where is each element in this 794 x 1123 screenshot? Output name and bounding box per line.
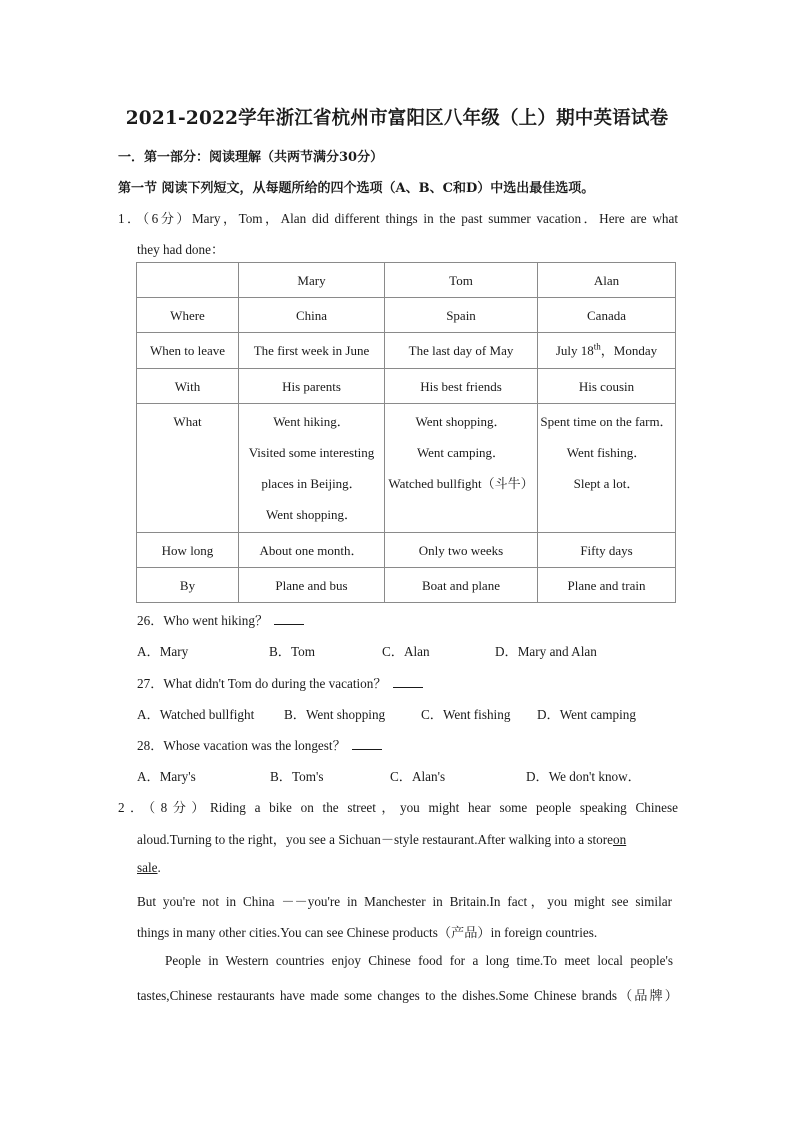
passage-line: tastes,Chinese restaurants have made some changes to the dishes.Some Chinese brands（品牌） (137, 988, 678, 1003)
table-cell: By (137, 568, 239, 603)
date-weekday: ，Monday (600, 343, 658, 358)
cell-line: Went hiking． (273, 414, 350, 429)
table-row (137, 568, 676, 603)
cell-line: Went shopping． (415, 414, 507, 429)
option-d[interactable]: D．We don't know． (526, 769, 641, 784)
cell-line: Went fishing． (566, 445, 647, 460)
option-a[interactable]: A．Mary (137, 644, 189, 659)
date-superscript: th (593, 341, 601, 352)
option-c[interactable]: C．Alan (382, 644, 430, 659)
option-b[interactable]: B．Tom's (270, 769, 324, 784)
table-header-row (137, 263, 676, 298)
passage-text: . (157, 860, 161, 875)
answer-blank[interactable] (393, 677, 423, 688)
table-cell (538, 333, 676, 369)
table-cell: Canada (538, 298, 676, 333)
table-row (137, 298, 676, 333)
table-cell: Where (137, 298, 239, 333)
table-cell: Plane and bus (239, 568, 385, 603)
table-cell (239, 404, 385, 533)
table-cell: Boat and plane (385, 568, 538, 603)
question-text: 28．Whose vacation was the longest？ (137, 738, 346, 753)
cell-line: Slept a lot． (573, 476, 640, 491)
underlined-word: sale (137, 860, 158, 875)
answer-blank[interactable] (274, 614, 304, 625)
option-c[interactable]: C．Went fishing (421, 707, 511, 722)
option-a[interactable]: A．Watched bullfight (137, 707, 255, 722)
question-1-intro-line-2: they had done： (137, 242, 225, 257)
option-a[interactable]: A．Mary's (137, 769, 196, 784)
table-row (137, 533, 676, 568)
question-stem (137, 735, 697, 754)
date-text: July 18 (555, 343, 594, 358)
option-d[interactable]: D．Mary and Alan (495, 644, 597, 659)
table-row (137, 369, 676, 404)
cell-line: places in Beijing． (261, 476, 362, 491)
passage-line (137, 860, 697, 876)
table-cell: Mary (239, 263, 385, 298)
table-cell: The first week in June (239, 333, 385, 369)
table-cell: What (137, 404, 239, 533)
table-cell: Alan (538, 263, 676, 298)
cell-line: Visited some interesting (248, 445, 375, 460)
table-cell: When to leave (137, 333, 239, 369)
table-cell: China (239, 298, 385, 333)
underlined-word: on (613, 832, 627, 847)
passage-text: aloud.Turning to the right，you see a Sichuan－style restaurant.After walking into a store (137, 832, 613, 847)
table-cell: His cousin (538, 369, 676, 404)
table-row (137, 333, 676, 369)
table-cell: Only two weeks (385, 533, 538, 568)
answer-blank[interactable] (352, 739, 382, 750)
passage-line (137, 829, 678, 848)
table-row (137, 404, 676, 533)
option-b[interactable]: B．Went shopping (284, 707, 386, 722)
table-cell: Fifty days (538, 533, 676, 568)
section-heading: 第一节 阅读下列短文，从每题所给的四个选项（A、B、C和D）中选出最佳选项。 (118, 181, 595, 196)
option-b[interactable]: B．Tom (269, 644, 315, 659)
table-cell (385, 404, 538, 533)
page-title: 2021-2022学年浙江省杭州市富阳区八年级（上）期中英语试卷 (125, 108, 669, 129)
table-cell: The last day of May (385, 333, 538, 369)
question-stem (137, 610, 697, 629)
table-cell: Spain (385, 298, 538, 333)
question-stem (137, 673, 697, 692)
table-cell: Plane and train (538, 568, 676, 603)
table-cell (137, 263, 239, 298)
passage-line: People in Western countries enjoy Chinese food for a long time.To meet local people's (165, 953, 673, 968)
table-cell: About one month． (239, 533, 385, 568)
question-1-intro-line-1: 1．（6分）Mary，Tom，Alan did different things in the past summer vacation．Here are what (118, 211, 678, 226)
table-cell: His best friends (385, 369, 538, 404)
cell-line: Went camping． (416, 445, 506, 460)
passage-line: But you're not in China －－you're in Manchester in Britain.In fact，you might see similar (137, 894, 672, 909)
table-cell: Tom (385, 263, 538, 298)
table-cell (538, 404, 676, 533)
option-c[interactable]: C．Alan's (390, 769, 446, 784)
vacation-table (136, 262, 676, 603)
passage-line: 2．（8分）Riding a bike on the street，you might hear some people speaking Chinese (118, 800, 678, 815)
question-text: 27．What didn't Tom do during the vacation？ (137, 676, 387, 691)
table-cell: With (137, 369, 239, 404)
cell-line: Watched bullfight（斗牛） (388, 476, 534, 491)
cell-line: Went shopping． (265, 507, 358, 522)
part-heading: 一．第一部分：阅读理解（共两节满分30分） (118, 150, 384, 165)
table-cell: How long (137, 533, 239, 568)
passage-line: things in many other cities.You can see Chinese products（产品）in foreign countries. (137, 925, 598, 940)
question-text: 26．Who went hiking？ (137, 613, 269, 628)
option-d[interactable]: D．Went camping (537, 707, 636, 722)
cell-line: Spent time on the farm． (540, 414, 673, 429)
table-cell: His parents (239, 369, 385, 404)
